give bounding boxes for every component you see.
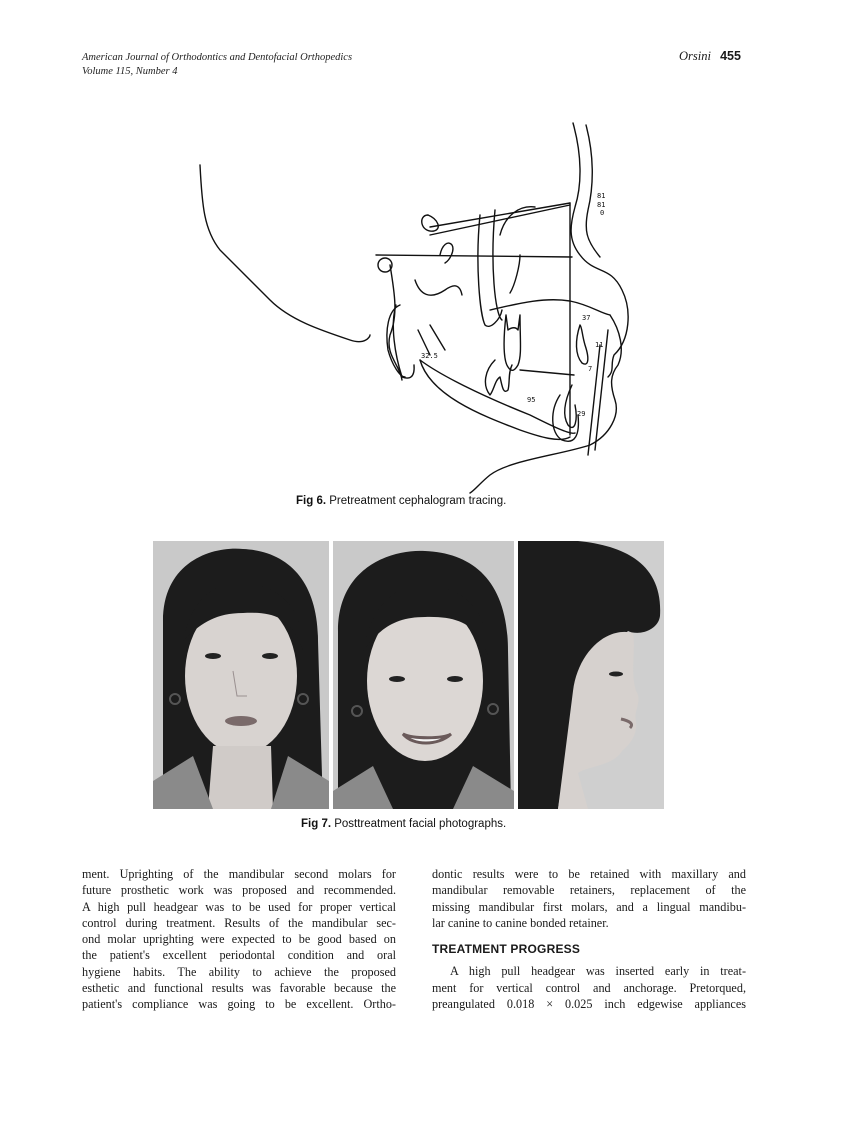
text-line: ment. Uprighting of the mandibular second molars for xyxy=(82,867,396,881)
text-line: control during treatment. Results of the mandibular sec- xyxy=(82,915,396,930)
body-left-column xyxy=(82,866,396,1013)
svg-text:32.5: 32.5 xyxy=(421,352,438,360)
svg-text:29: 29 xyxy=(577,410,586,418)
text-line: A high pull headgear was to be used for proper vertical xyxy=(82,899,396,914)
text-line: A high pull headgear was inserted early in treat- xyxy=(450,964,746,979)
svg-text:81: 81 xyxy=(597,201,606,209)
figure-7-label: Fig 7. xyxy=(301,818,332,830)
cranial-outline xyxy=(200,165,370,342)
text-line: future prosthetic work was proposed and recommended. xyxy=(82,883,396,898)
photo-frontal-repose xyxy=(153,541,329,809)
text-line: the patient's excellent periodontal condition and oral xyxy=(82,948,396,963)
running-head xyxy=(82,51,352,79)
text-line: ond molar uprighting were expected to be good based on xyxy=(82,932,396,947)
cephalogram-tracing xyxy=(190,115,660,495)
photo-frontal-smile xyxy=(333,541,514,809)
figure-6-caption xyxy=(296,495,506,507)
text-line: ment for vertical control and anchorage. Pretorqued, xyxy=(432,980,746,995)
text-line: mandibular removable retainers, replacement of the xyxy=(432,883,746,898)
paragraph xyxy=(432,963,746,1012)
text-line: patient's compliance was going to be excellent. Ortho- xyxy=(82,997,396,1012)
svg-text:0: 0 xyxy=(600,209,605,217)
text-line: hygiene habits. The ability to achieve the proposed xyxy=(82,964,396,979)
page-header-right xyxy=(679,49,741,64)
svg-text:95: 95 xyxy=(527,396,536,404)
figure-6-label: Fig 6. xyxy=(296,495,327,507)
svg-text:11: 11 xyxy=(595,341,604,349)
svg-text:81: 81 xyxy=(597,192,606,200)
text-line: dontic results were to be retained with maxillary and xyxy=(432,867,746,881)
page-number: 455 xyxy=(720,49,741,63)
body-right-column xyxy=(432,866,746,1012)
svg-text:37: 37 xyxy=(582,314,591,322)
journal-title: American Journal of Orthodontics and Dentofacial Orthopedics xyxy=(82,52,353,63)
figure-6-caption-text: Pretreatment cephalogram tracing. xyxy=(326,495,507,507)
author-name: Orsini xyxy=(679,49,711,63)
text-line: esthetic and functional results was favorable because the xyxy=(82,981,396,996)
figure-7-caption-text: Posttreatment facial photographs. xyxy=(331,818,507,830)
text-line: lar canine to canine bonded retainer. xyxy=(432,915,609,930)
paragraph xyxy=(432,866,746,931)
figure-7-caption xyxy=(301,818,506,830)
facial-photographs xyxy=(153,541,664,809)
section-heading: TREATMENT PROGRESS xyxy=(432,942,581,957)
journal-volume: Volume 115, Number 4 xyxy=(82,66,178,77)
paragraph xyxy=(82,866,396,1013)
svg-text:7: 7 xyxy=(588,365,593,373)
photo-right-profile xyxy=(518,541,664,809)
text-line: preangulated 0.018 × 0.025 inch edgewise appliances xyxy=(432,997,746,1012)
text-line: missing mandibular first molars, and a lingual mandibu- xyxy=(432,899,746,914)
